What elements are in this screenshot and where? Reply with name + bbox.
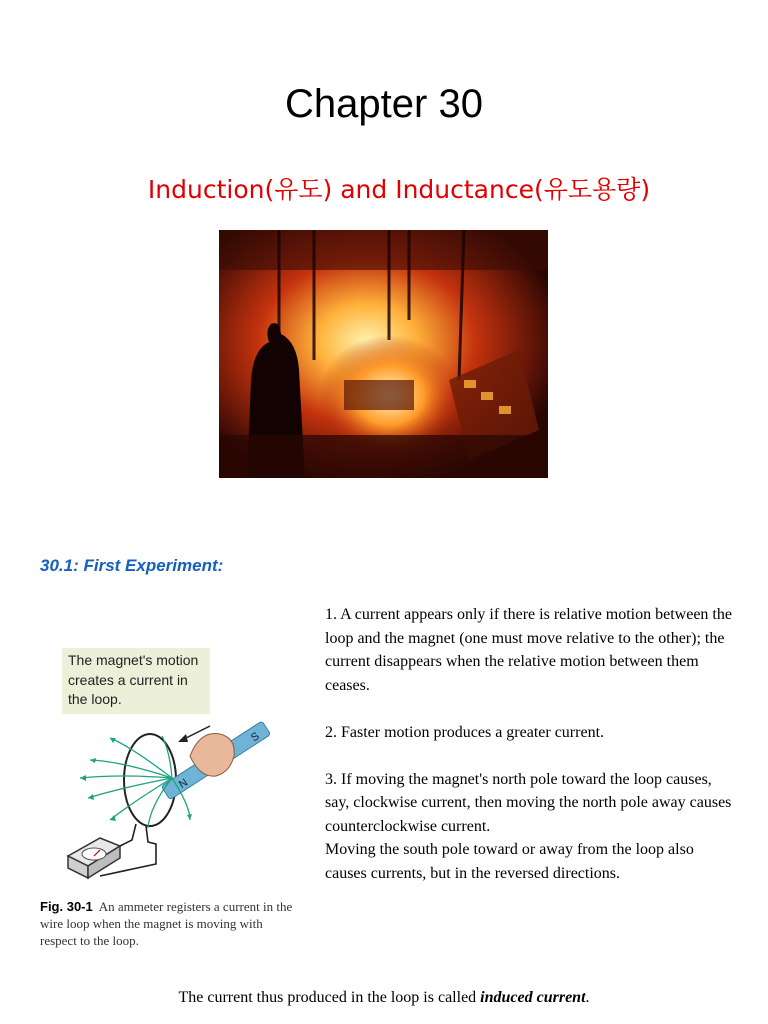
ammeter-icon (68, 838, 120, 878)
chapter-title: Chapter 30 (285, 82, 483, 126)
figure-caption-text: An ammeter registers a current in the wire loop when the magnet is moving with respect to the loop. (40, 899, 293, 948)
figure-label: Fig. 30-1 (40, 899, 93, 914)
section-heading: 30.1: First Experiment: (40, 556, 224, 575)
magnet-south-label: S (249, 730, 262, 745)
foundry-photo (219, 230, 548, 478)
observation-2: 2. Faster motion produces a greater current. (325, 723, 605, 741)
induced-current-term: induced current (480, 989, 586, 1006)
conclusion-prefix: The current thus produced in the loop is called (178, 989, 481, 1006)
magnet-loop-figure (40, 716, 280, 894)
observation-3: 3. If moving the magnet's north pole toward the loop causes, say, clockwise current, then moving the north pole away causes counterclockwise current. (325, 770, 732, 835)
figure-callout: The magnet's motion creates a current in the loop. (62, 648, 210, 714)
observation-1: 1. A current appears only if there is relative motion between the loop and the magnet (one must move relative to the other); the current disappears when the relative motion between them ceases. (325, 606, 732, 694)
conclusion-suffix: . (585, 989, 590, 1006)
figure-caption (40, 898, 302, 949)
observations-list (325, 603, 735, 885)
chapter-subtitle: Induction(유도) and Inductance(유도용량) (147, 175, 651, 204)
conclusion-line (0, 989, 768, 1007)
magnet-north-label: N (176, 776, 191, 792)
observation-4: Moving the south pole toward or away from the loop also causes currents, but in the reversed directions. (325, 841, 694, 882)
